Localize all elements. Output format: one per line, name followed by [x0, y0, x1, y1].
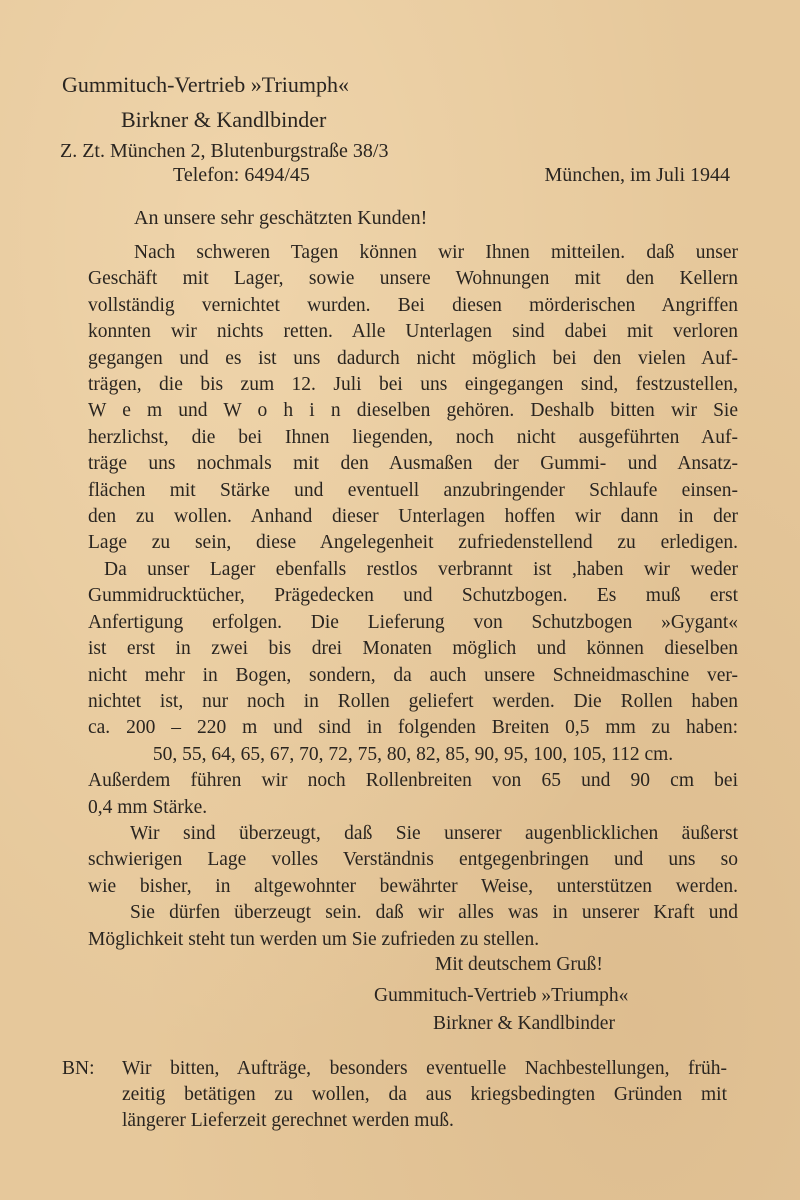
body-line: ist erst in zwei bis drei Monaten möglich und können dieselben: [88, 638, 738, 660]
letterhead-owners: Birkner & Kandlbinder: [121, 107, 327, 132]
postscript-line: zeitig betätigen zu wollen, da aus kriegsbedingten Gründen mit: [122, 1084, 727, 1105]
body-line: Da unser Lager ebenfalls restlos verbrannt ist ,haben wir weder: [104, 558, 738, 580]
body-line: gegangen und es ist uns dadurch nicht möglich bei den vielen Auf-: [88, 347, 738, 369]
letterhead-company: Gummituch-Vertrieb »Triumph«: [62, 72, 349, 97]
letter-date: München, im Juli 1944: [544, 164, 730, 186]
body-line: Nach schweren Tagen können wir Ihnen mitteilen. daß unser: [134, 242, 738, 263]
body-line: ca. 200 – 220 m und sind in folgenden Breiten 0,5 mm zu haben:: [88, 717, 738, 739]
postscript-text: [122, 1056, 727, 1134]
body-line: den zu wollen. Anhand dieser Unterlagen hoffen wir dann in der: [88, 506, 738, 528]
closing-company: Gummituch-Vertrieb »Triumph«: [374, 985, 629, 1006]
body-line: wie bisher, in altgewohnter bewährter Weise, unterstützen werden.: [88, 875, 738, 897]
closing-salutation: Mit deutschem Gruß!: [435, 954, 603, 975]
body-line: Wir sind überzeugt, daß Sie unserer augenblicklichen äußerst: [130, 822, 738, 844]
body-line: trägen, die bis zum 12. Juli bei uns eingegangen sind, festzustellen,: [88, 374, 738, 396]
body-line: Sie dürfen überzeugt sein. daß wir alles was in unserer Kraft und: [130, 902, 738, 924]
letter-body: [88, 240, 738, 953]
letterhead-address: Z. Zt. München 2, Blutenburgstraße 38/3: [60, 140, 389, 162]
body-line: herzlichst, die bei Ihnen liegenden, noch nicht ausgeführten Auf-: [88, 426, 738, 448]
body-line: W e m und W o h i n dieselben gehören. Deshalb bitten wir Sie: [88, 400, 738, 422]
body-line: schwierigen Lage volles Verständnis entgegenbringen und uns so: [88, 849, 738, 871]
closing-owners: Birkner & Kandlbinder: [433, 1013, 615, 1034]
greeting: An unsere sehr geschätzten Kunden!: [134, 207, 428, 229]
postscript-label: BN:: [62, 1058, 95, 1079]
postscript-line: längerer Lieferzeit gerechnet werden muß.: [122, 1110, 454, 1131]
body-line: konnten wir nichts retten. Alle Unterlagen sind dabei mit verloren: [88, 321, 738, 343]
body-line: Anfertigung erfolgen. Die Lieferung von Schutzbogen »Gygant«: [88, 611, 738, 633]
body-line: nicht mehr in Bogen, sondern, da auch unsere Schneidmaschine ver-: [88, 664, 738, 686]
postscript-line: Wir bitten, Aufträge, besonders eventuelle Nachbestellungen, früh-: [122, 1058, 727, 1079]
body-line: Gummidrucktücher, Prägedecken und Schutzbogen. Es muß erst: [88, 585, 738, 607]
body-line: Geschäft mit Lager, sowie unsere Wohnungen mit den Kellern: [88, 268, 738, 290]
body-line: Außerdem führen wir noch Rollenbreiten von 65 und 90 cm bei: [88, 770, 738, 792]
letterhead-phone: Telefon: 6494/45: [173, 164, 310, 186]
body-line: träge uns nochmals mit den Ausmaßen der Gummi- und Ansatz-: [88, 453, 738, 475]
body-line: Möglichkeit steht tun werden um Sie zufrieden zu stellen.: [88, 928, 540, 950]
body-line: nichtet ist, nur noch in Rollen geliefert werden. Die Rollen haben: [88, 690, 738, 712]
body-line: flächen mit Stärke und eventuell anzubringender Schlaufe einsen-: [88, 479, 738, 501]
body-line-widths: 50, 55, 64, 65, 67, 70, 72, 75, 80, 82, 85, 90, 95, 100, 105, 112 cm.: [152, 743, 674, 765]
body-line: Lage zu sein, diese Angelegenheit zufriedenstellend zu erledigen.: [88, 532, 738, 554]
body-line: 0,4 mm Stärke.: [88, 796, 208, 818]
body-line: vollständig vernichtet wurden. Bei diesen mörderischen Angriffen: [88, 294, 738, 316]
